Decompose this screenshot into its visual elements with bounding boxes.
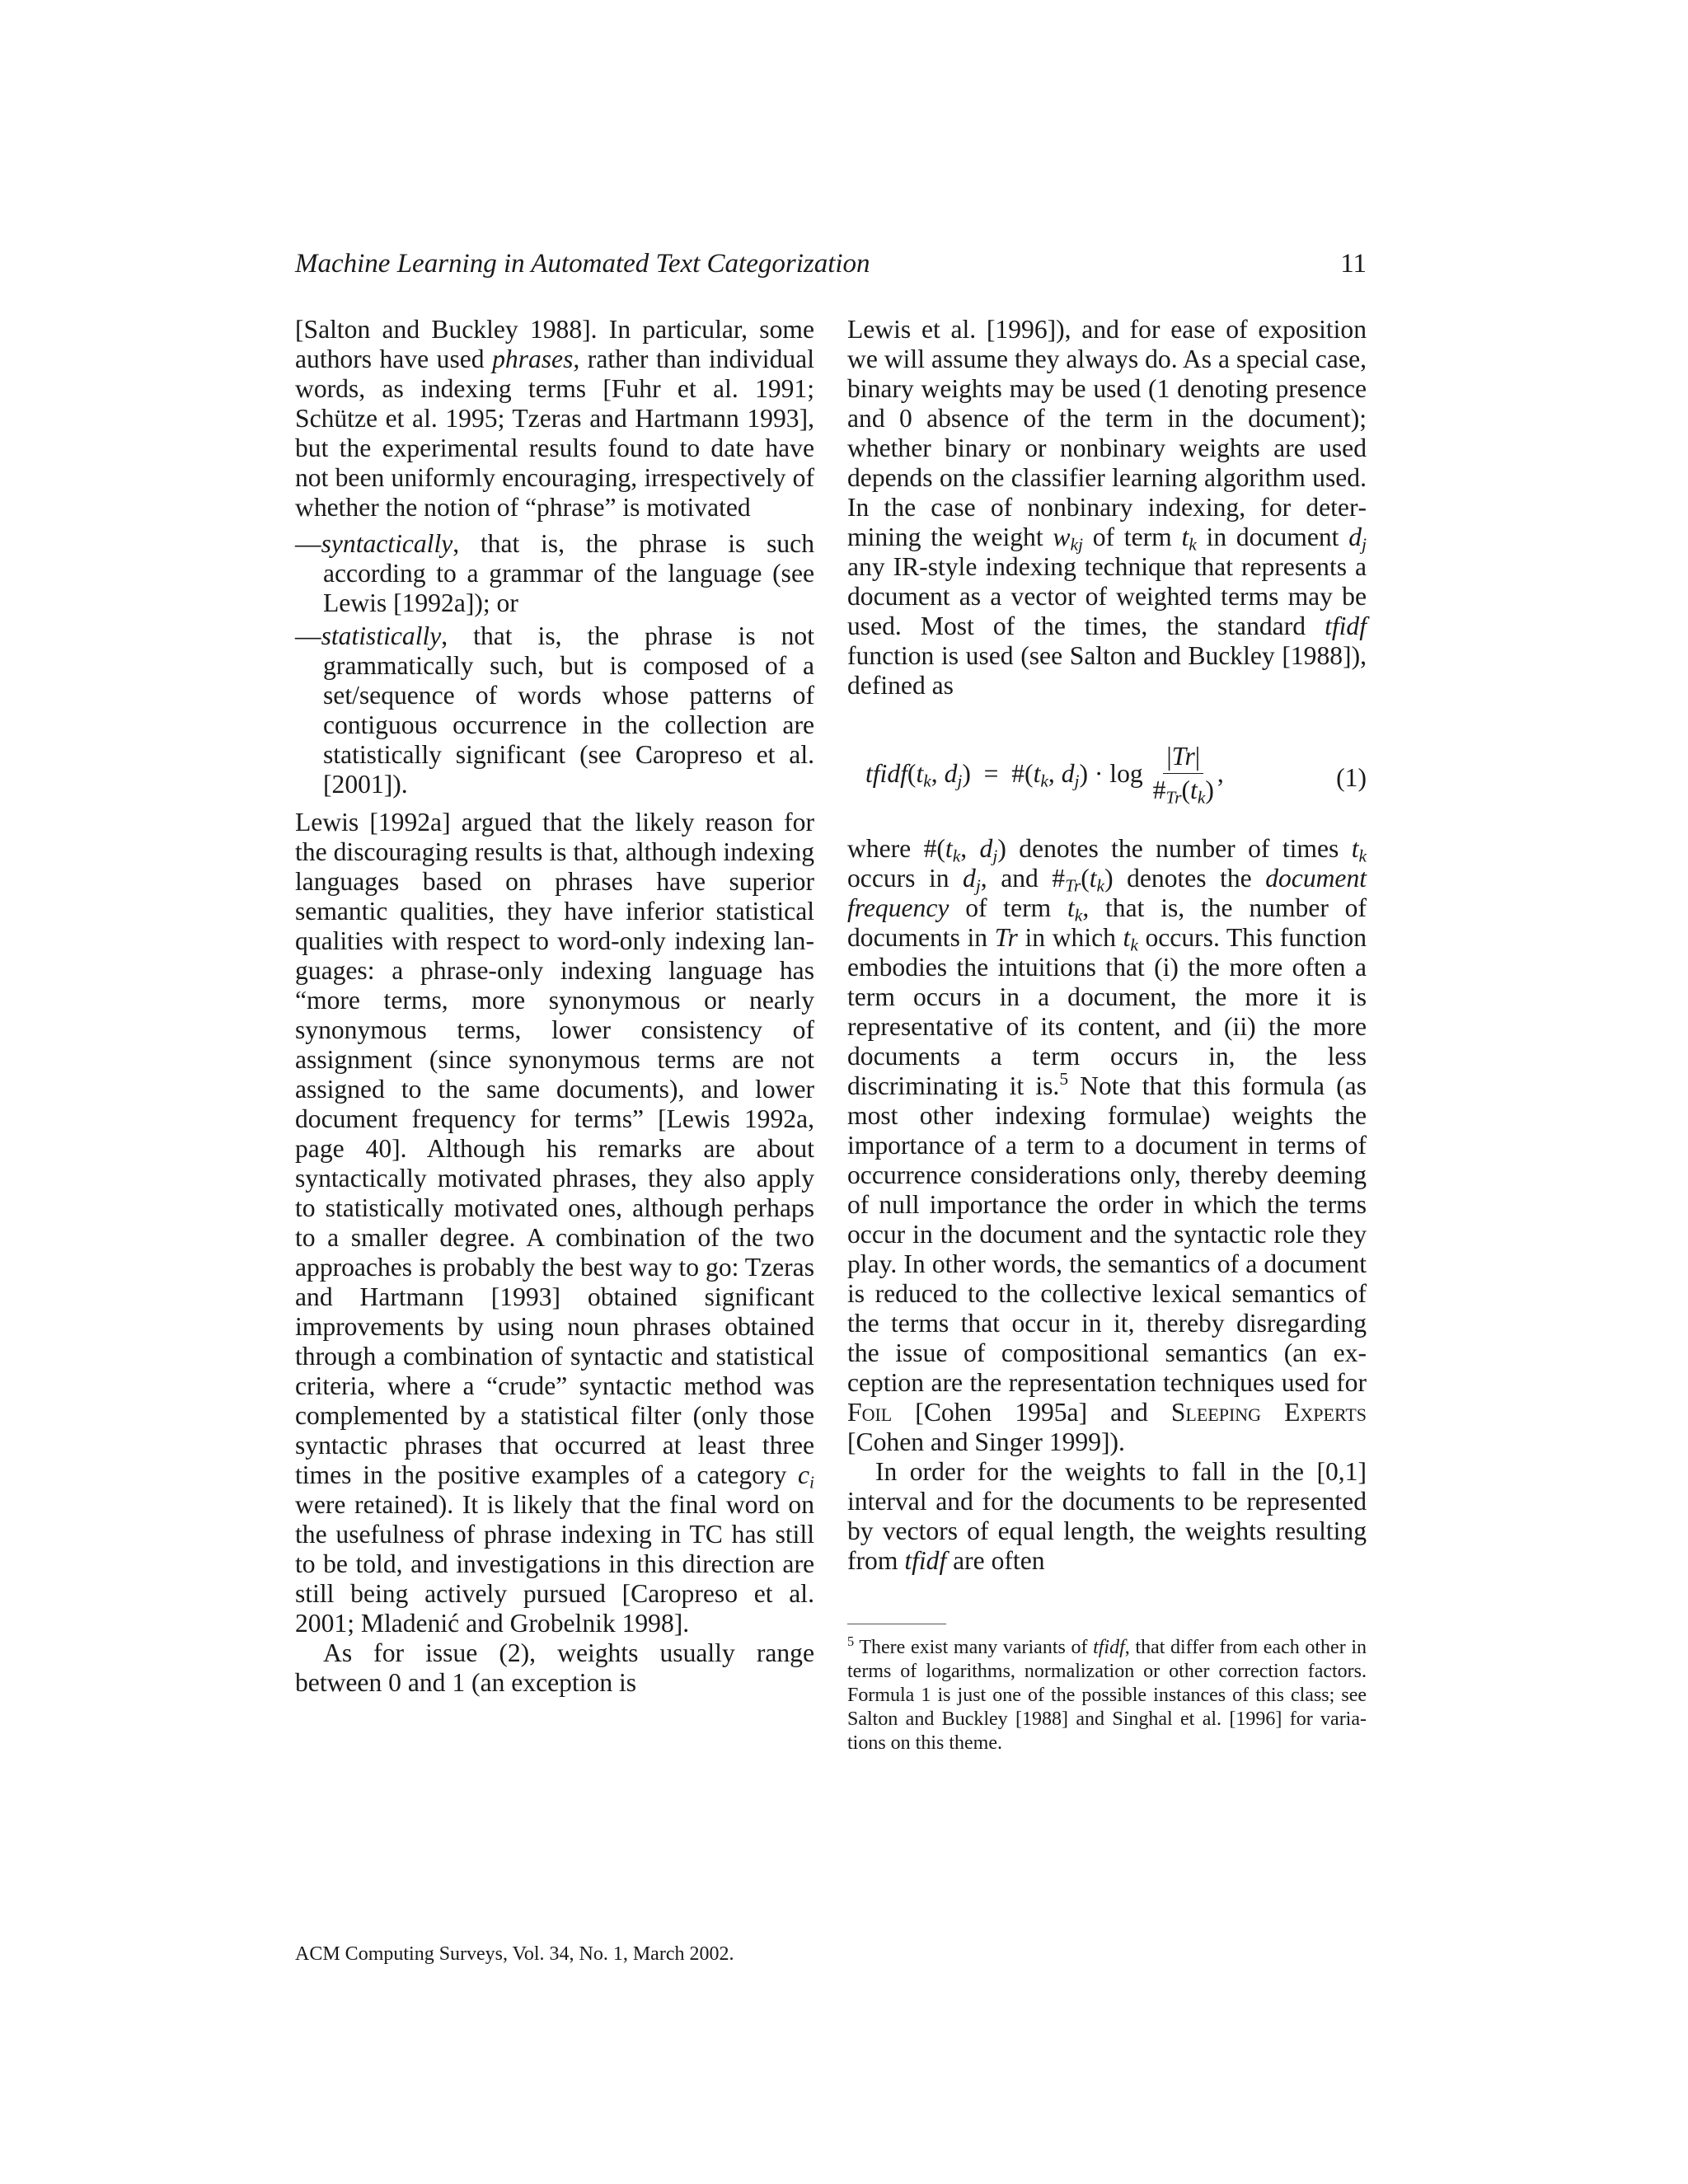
running-head-title: Machine Learning in Automated Text Categorization — [295, 249, 870, 279]
right-paragraph-1: Lewis et al. [1996]), and for ease of exposition we will assume they always do. As a special case, binary weights may be used (1 denoting presence and 0 absence of the term in the document); whether binary or nonbinary weights are used depends on the classifier learning algorithm used. In the case of nonbinary indexing, for determining the weight $w_{kj}$ of term $t_k$ in document $d_j$ any IR-style indexing technique that represents a document as a vector of weighted terms may be used. Most of the times, the standard tfidf function is used (see Salton and Buckley [1988]), defined as — [847, 315, 1367, 700]
left-paragraph-2: Lewis [1992a] argued that the likely reason for the discouraging results is that, although indexing languages based on phrases have superior semantic qualities, they have inferior statistical qualities with respect to word-only indexing languages: a phrase-only indexing language has “more terms, more synonymous or nearly synonymous terms, lower consistency of assignment (since synonymous terms are not assigned to the same documents), and lower document frequency for terms” [Lewis 1992a, page 40]. Although his remarks are about syntactically motivated phrases, they also apply to statistically motivated ones, although perhaps to a smaller degree. A combination of the two approaches is probably the best way to go: Tzeras and Hartmann [1993] obtained significant improvements by using noun phrases obtained through a combination of syntactic and statistical criteria, where a “crude” syntactic method was complemented by a statistical filter (only those syntactic phrases that occurred at least three times in the positive examples of a category $c_i$ were retained). It is likely that the final word on the usefulness of phrase indexing in TC has still to be told, and investigations in this direction are still being actively pursued [Caropreso et al. 2001; Mladenić and Grobelnik 1998]. — [295, 808, 814, 1638]
left-paragraph-1: [Salton and Buckley 1988]. In particular, some authors have used phrases, rather than individual words, as indexing terms [Fuhr et al. 1991; Schütze et al. 1995; Tzeras and Hartmann 1993], but the experimental results found to date have not been uniformly encouraging, irrespectively of whether the notion of “phrase” is motivated — [295, 315, 814, 522]
right-column — [847, 315, 1367, 1755]
phrase-notion-list — [295, 529, 814, 799]
right-paragraph-2: where $\#(t_k$, $d_j$) denotes the number of times $t_k$ occurs in $d_j$, and $\#_{Tr}(t_k)$ denotes the document frequency of term $t_k$, that is, the number of documents in Tr in which $t_k$ occurs. This function embodies the intuitions that (i) the more often a term occurs in a document, the more it is representative of its content, and (ii) the more documents a term occurs in, the less discriminating it is.$^5$ Note that this formula (as most other indexing formulae) weights the importance of a term to a document in terms of occurrence considerations only, thereby deeming of null importance the order in which the terms occur in the document and the syntactic role they play. In other words, the semantics of a document is reduced to the collective lexical semantics of the terms that occur in it, thereby disregarding the issue of compositional semantics (an exception are the representation techniques used for Foil [Cohen 1995a] and Sleeping Experts [Cohen and Singer 1999]). — [847, 834, 1367, 1456]
footnote-5: $^5$ There exist many variants of tfidf, that differ from each other in terms of logarithms, normalization or other correction factors. Formula 1 is just one of the possible instances of this class; see Salton and Buckley [1988] and Singhal et al. [1996] for variations on this theme. — [847, 1633, 1367, 1754]
running-head — [295, 246, 1367, 282]
page-footer: ACM Computing Surveys, Vol. 34, No. 1, March 2002. — [295, 1943, 734, 1965]
equation-body: $tfidf(t_k$, $d_j$) = $\#(t_k$, $d_j) \cdot \log$ $\frac{|Tr|}{\#_{Tr}(t_k)}$ , — [865, 742, 1224, 808]
page-number: 11 — [1340, 249, 1367, 279]
tfidf-equation — [847, 719, 1367, 826]
left-column — [295, 315, 814, 1698]
equation-fraction: $\frac{|Tr|}{\#_{Tr}(t_k)}$ — [1152, 742, 1214, 808]
right-paragraph-3: In order for the weights to fall in the [0,1] interval and for the documents to be represented by vectors of equal length, the weights resulting from tfidf are often — [847, 1457, 1367, 1575]
left-paragraph-3: As for issue (2), weights usually range between 0 and 1 (an exception is — [295, 1638, 814, 1697]
list-item: —syntactically, that is, the phrase is such according to a grammar of the language (see Lewis [1992a]); or — [295, 529, 814, 617]
list-item: —statistically, that is, the phrase is not grammatically such, but is composed of a set/sequence of words whose patterns of contiguous occurrence in the collection are statistically significant (see Caropreso et al. [2001]). — [295, 621, 814, 799]
equation-number: (1) — [1336, 763, 1367, 792]
